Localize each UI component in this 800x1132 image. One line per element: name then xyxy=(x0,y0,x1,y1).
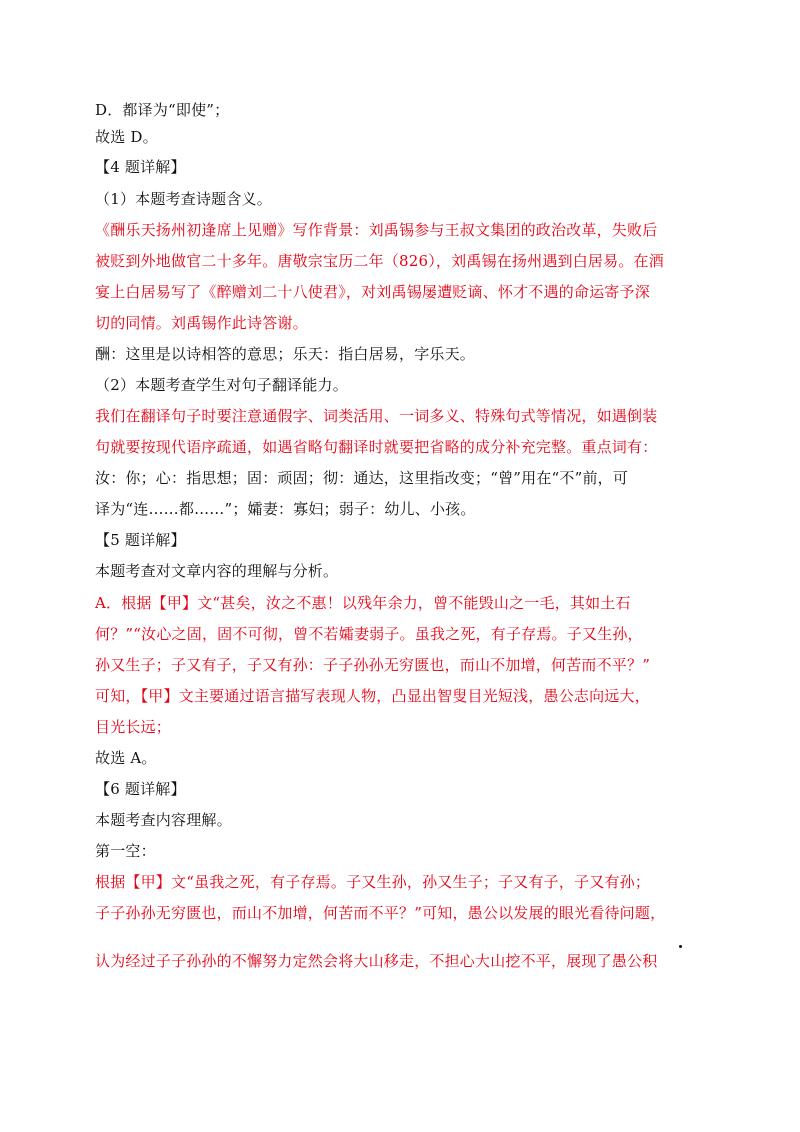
line-11: 我们在翻译句子时要注意通假字、词类活用、一词多义、特殊句式等情况，如遇倒装 xyxy=(95,407,658,425)
line-19: 孙又生子；子又有子，子又有孙：子子孙孙无穷匮也，而山不加增，何苦而不平？” xyxy=(95,656,651,674)
section-heading-q5: 【5 题详解】 xyxy=(95,531,186,549)
line-08: 切的同情。刘禹锡作此诗答谢。 xyxy=(95,314,308,332)
line-10: （2）本题考查学生对句子翻译能力。 xyxy=(95,376,348,394)
line-22: 故选 A。 xyxy=(95,749,157,767)
line-17: A．根据【甲】文“甚矣，汝之不惠！以残年余力，曾不能毁山之一毛，其如土石 xyxy=(95,594,631,612)
line-24: 本题考查内容理解。 xyxy=(95,811,232,829)
line-05: 《酬乐天扬州初逢席上见赠》写作背景：刘禹锡参与王叔文集团的政治改革，失败后 xyxy=(95,221,658,239)
line-28: 认为经过子子孙孙的不懈努力定然会将大山移走，不担心大山挖不平，展现了愚公积 xyxy=(95,952,658,970)
section-heading-q4: 【4 题详解】 xyxy=(95,158,186,176)
line-18: 何？”“汝心之固，固不可彻，曾不若孀妻弱子。虽我之死，有子存焉。子又生孙， xyxy=(95,625,643,643)
line-01: D．都译为“即使”； xyxy=(95,101,230,119)
line-04: （1）本题考查诗题含义。 xyxy=(95,190,272,208)
line-20: 可知，【甲】文主要通过语言描写表现人物，凸显出智叟目光短浅，愚公志向远大， xyxy=(95,687,650,705)
section-heading-q6: 【6 题详解】 xyxy=(95,780,186,798)
line-02: 故选 D。 xyxy=(95,128,158,146)
line-12: 句就要按现代语序疏通，如遇省略句翻译时就要把省略的成分补充完整。重点词有： xyxy=(95,438,658,456)
line-09: 酬：这里是以诗相答的意思；乐天：指白居易，字乐天。 xyxy=(95,345,476,363)
line-16: 本题考查对文章内容的理解与分析。 xyxy=(95,562,339,580)
line-27: 子子孙孙无穷匮也，而山不加增，何苦而不平？”可知，愚公以发展的眼光看待问题， xyxy=(95,904,666,922)
line-06: 被贬到外地做官二十多年。唐敬宗宝历二年（826），刘禹锡在扬州遇到白居易。在酒 xyxy=(95,252,664,270)
line-13: 汝：你；心：指思想；固：顽固；彻：通达，这里指改变；“曾”用在“不”前，可 xyxy=(95,469,629,487)
line-07: 宴上白居易写了《醉赠刘二十八使君》，对刘禹锡屡遭贬谪、怀才不遇的命运寄予深 xyxy=(95,283,650,301)
line-25: 第一空： xyxy=(95,842,156,860)
emphasis-dot xyxy=(679,945,682,948)
line-21: 目光长远； xyxy=(95,718,172,736)
line-26: 根据【甲】文“虽我之死，有子存焉。子又生孙，孙又生子；子又有子，子又有孙； xyxy=(95,873,651,891)
line-14: 译为“连……都……”；孀妻：寡妇；弱子：幼儿、小孩。 xyxy=(95,500,476,518)
